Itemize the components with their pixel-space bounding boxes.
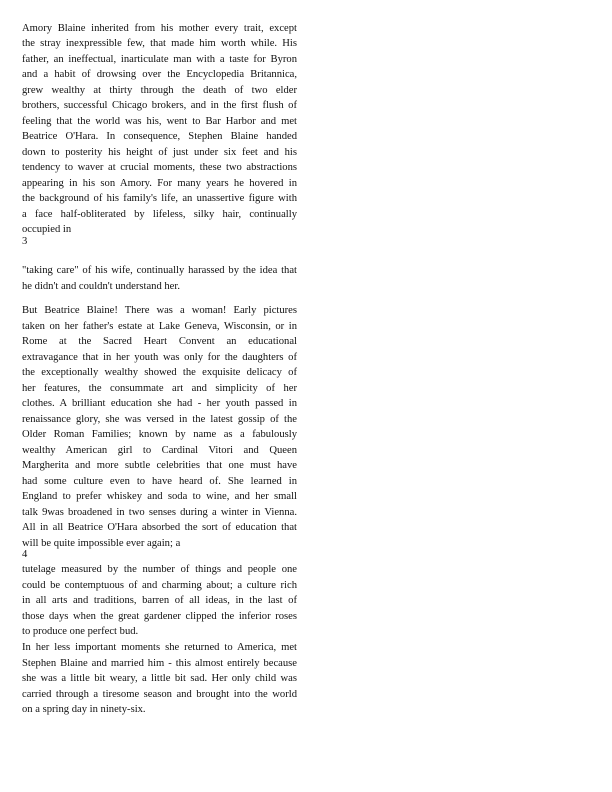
text-line: had some culture even to have heard of. She learned in — [22, 475, 297, 487]
text-line: the stray inexpressible few, that made him worth while. His — [22, 38, 297, 49]
text-line: wealthy American girl to Cardinal Vitori and Queen — [22, 444, 297, 456]
text-line: talk 9was broadened in two senses during a winter in Vienna. — [22, 506, 297, 518]
text-line: her features, the consummate art and simplicity of her — [22, 382, 297, 394]
paragraph-5 — [22, 640, 297, 718]
text-line: to produce one perfect bud. — [22, 626, 139, 637]
text-line: tutelage measured by the number of things and people one — [22, 564, 297, 575]
text-line: and a habit of drowsing over the Encyclopedia Britannica, — [22, 69, 297, 80]
text-line: All in all Beatrice O'Hara absorbed the sort of education that — [22, 522, 297, 533]
text-line: a face half-obliterated by lifeless, silky hair, continually — [22, 208, 297, 220]
text-line: she was a little bit weary, a little bit sad. Her only child was — [22, 673, 297, 684]
text-line: carried through a tiresome season and brought into the world — [22, 688, 297, 700]
text-line: In her less important moments she returned to America, met — [22, 642, 297, 653]
page-number: 3 — [22, 236, 28, 247]
text-line: down to posterity his height of just under six feet and his — [22, 146, 297, 158]
text-line: appearing in his son Amory. For many years he hovered in — [22, 177, 297, 189]
text-line: occupied in — [22, 224, 72, 235]
text-line: Beatrice O'Hara. In consequence, Stephen Blaine handed — [22, 131, 297, 142]
text-line: extravagance that in her youth was only for the daughters of — [22, 351, 297, 363]
text-line: father, an ineffectual, inarticulate man with a taste for Byron — [22, 53, 297, 65]
text-line: he didn't and couldn't understand her. — [22, 280, 180, 292]
text-line: grew wealthy at thirty through the death of two elder — [22, 84, 297, 96]
paragraph-1 — [22, 21, 297, 238]
paragraph-3 — [22, 303, 297, 551]
text-line: the exceptionally wealthy showed the exquisite delicacy of — [22, 367, 297, 378]
text-line: But Beatrice Blaine! There was a woman! Early pictures — [22, 305, 297, 316]
text-line: the background of his family's life, an unassertive figure with — [22, 193, 297, 204]
text-line: Margherita and more subtle celebrities that one must have — [22, 460, 297, 471]
text-line: will be quite impossible ever again; a — [22, 537, 181, 549]
text-line: tendency to waver at crucial moments, these two abstractions — [22, 162, 297, 173]
text-line: Older Roman Families; known by name as a fabulously — [22, 429, 297, 440]
text-line: those days when the great gardener clipped the inferior roses — [22, 610, 297, 622]
text-line: feeling that the world was his, went to Bar Harbor and met — [22, 115, 297, 127]
text-line: England to prefer whiskey and soda to wine, and her small — [22, 491, 297, 502]
paragraph-2 — [22, 263, 297, 294]
text-line: taken on her father's estate at Lake Geneva, Wisconsin, or in — [22, 320, 297, 332]
text-line: clothes. A brilliant education she had - her youth passed in — [22, 398, 297, 409]
text-line: could be contemptuous of and charming about; a culture rich — [22, 579, 297, 591]
text-line: on a spring day in ninety-six. — [22, 704, 146, 715]
text-line: Amory Blaine inherited from his mother every trait, except — [22, 22, 297, 34]
text-line: in all arts and traditions, barren of all ideas, in the last of — [22, 595, 297, 606]
page-number: 4 — [22, 549, 28, 560]
paragraph-4 — [22, 562, 297, 640]
text-line: Stephen Blaine and married him - this almost entirely because — [22, 657, 297, 669]
text-line: Rome at the Sacred Heart Convent an educational — [22, 336, 297, 347]
text-line: brothers, successful Chicago brokers, and in the first flush of — [22, 100, 297, 111]
text-line: renaissance glory, she was versed in the latest gossip of the — [22, 413, 297, 425]
text-line: "taking care" of his wife, continually harassed by the idea that — [22, 265, 297, 276]
